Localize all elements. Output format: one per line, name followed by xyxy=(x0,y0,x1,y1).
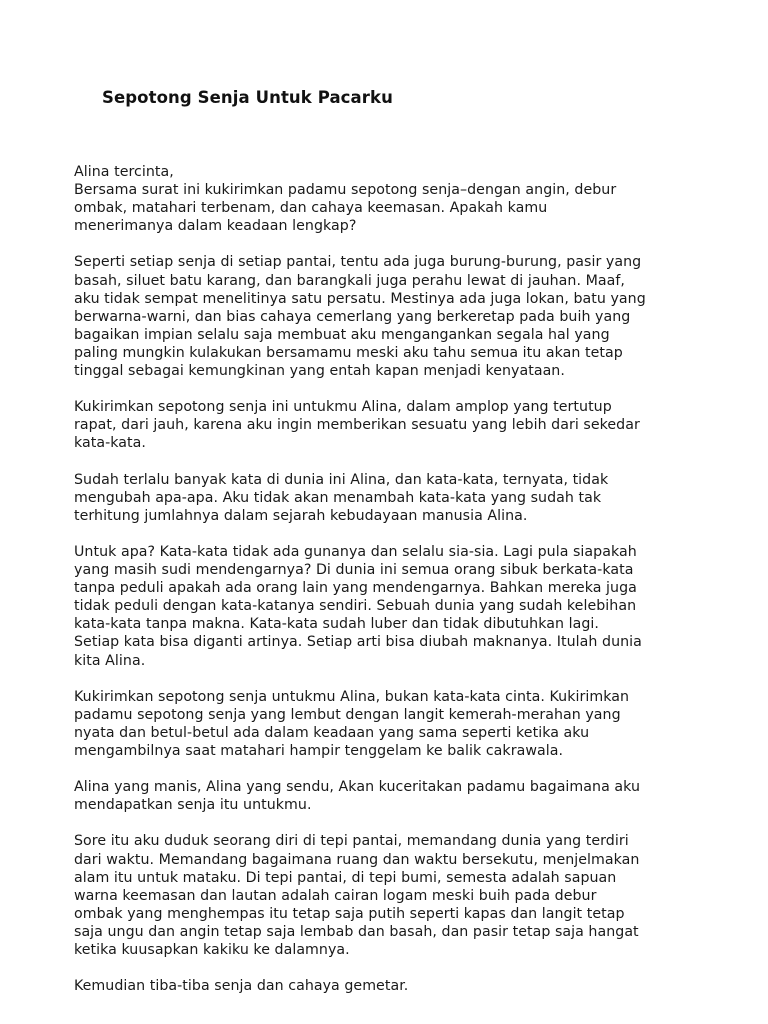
text-line: mengubah apa-apa. Aku tidak akan menambah kata-kata yang sudah tak xyxy=(74,489,602,506)
text-line: aku tidak sempat menelitinya satu persatu. Mestinya ada juga lokan, batu yang xyxy=(74,290,646,307)
text-line: mengambilnya saat matahari hampir tenggelam ke balik cakrawala. xyxy=(74,743,564,759)
text-line: tidak peduli dengan kata-katanya sendiri. Sebuah dunia yang sudah kelebihan xyxy=(74,598,637,615)
text-line: basah, siluet batu karang, dan barangkali juga perahu lewat di jauhan. Maaf, xyxy=(74,272,625,289)
text-line: Kemudian tiba-tiba senja dan cahaya gemetar. xyxy=(74,978,409,995)
text-line: Sudah terlalu banyak kata di dunia ini Alina, dan kata-kata, ternyata, tidak xyxy=(74,471,609,488)
document-body xyxy=(74,163,714,1013)
text-line: tanpa peduli apakah ada orang lain yang mendengarnya. Bahkan mereka juga xyxy=(74,580,637,597)
text-line: Kukirimkan sepotong senja ini untukmu Alina, dalam amplop yang tertutup xyxy=(74,399,612,416)
text-line: Sore itu aku duduk seorang diri di tepi pantai, memandang dunia yang terdiri xyxy=(74,833,629,850)
text-line: ombak, matahari terbenam, dan cahaya keemasan. Apakah kamu xyxy=(74,200,548,217)
paragraph xyxy=(74,832,714,959)
text-line: ombak yang menghempas itu tetap saja putih seperti kapas dan langit tetap xyxy=(74,905,625,922)
text-line: kita Alina. xyxy=(74,652,146,669)
paragraph xyxy=(74,253,714,380)
text-line: rapat, dari jauh, karena aku ingin memberikan sesuatu yang lebih dari sekedar xyxy=(74,417,640,434)
text-line: kata-kata. xyxy=(74,435,146,452)
text-line: mendapatkan senja itu untukmu. xyxy=(74,797,312,814)
paragraph xyxy=(74,398,714,452)
text-line: yang masih sudi mendengarnya? Di dunia ini semua orang sibuk berkata-kata xyxy=(74,562,634,579)
text-line: berwarna-warni, dan bias cahaya cemerlang yang berkeretap pada buih yang xyxy=(74,308,631,325)
text-line: Seperti setiap senja di setiap pantai, tentu ada juga burung-burung, pasir yang xyxy=(74,254,642,271)
text-line: Setiap kata bisa diganti artinya. Setiap arti bisa diubah maknanya. Itulah dunia xyxy=(74,634,642,651)
text-line: Kukirimkan sepotong senja untukmu Alina, bukan kata-kata cinta. Kukirimkan xyxy=(74,688,630,705)
text-line: Alina yang manis, Alina yang sendu, Akan kuceritakan padamu bagaimana aku xyxy=(74,779,641,796)
text-line: menerimanya dalam keadaan lengkap? xyxy=(74,218,357,235)
paragraph xyxy=(74,977,714,995)
paragraph xyxy=(74,163,714,235)
text-line: Alina tercinta, xyxy=(74,164,174,180)
text-line: kata-kata tanpa makna. Kata-kata sudah luber dan tidak dibutuhkan lagi. xyxy=(74,616,599,633)
text-line: Untuk apa? Kata-kata tidak ada gunanya dan selalu sia-sia. Lagi pula siapakah xyxy=(74,543,637,560)
text-line: warna keemasan dan lautan adalah cairan logam meski buih pada debur xyxy=(74,887,597,904)
text-line: terhitung jumlahnya dalam sejarah kebudayaan manusia Alina. xyxy=(74,507,528,524)
text-line: dari waktu. Memandang bagaimana ruang dan waktu bersekutu, menjelmakan xyxy=(74,851,640,868)
text-line: tinggal sebagai kemungkinan yang entah kapan menjadi kenyataan. xyxy=(74,363,565,380)
text-line: saja ungu dan angin tetap saja lembab dan basah, dan pasir tetap saja hangat xyxy=(74,923,639,940)
paragraph xyxy=(74,471,714,525)
document-title: Sepotong Senja Untuk Pacarku xyxy=(102,88,393,107)
text-line: alam itu untuk mataku. Di tepi pantai, di tepi bumi, semesta adalah sapuan xyxy=(74,869,617,886)
paragraph xyxy=(74,778,714,814)
text-line: padamu sepotong senja yang lembut dengan langit kemerah-merahan yang xyxy=(74,706,621,723)
paragraph xyxy=(74,543,714,670)
text-line: Bersama surat ini kukirimkan padamu sepotong senja–dengan angin, debur xyxy=(74,182,617,199)
text-line: ketika kuusapkan kakiku ke dalamnya. xyxy=(74,942,350,959)
paragraph xyxy=(74,688,714,760)
text-line: nyata dan betul-betul ada dalam keadaan yang sama seperti ketika aku xyxy=(74,724,590,741)
text-line: paling mungkin kulakukan bersamamu meski aku tahu semua itu akan tetap xyxy=(74,344,623,361)
text-line: bagaikan impian selalu saja membuat aku mengangankan segala hal yang xyxy=(74,326,610,343)
